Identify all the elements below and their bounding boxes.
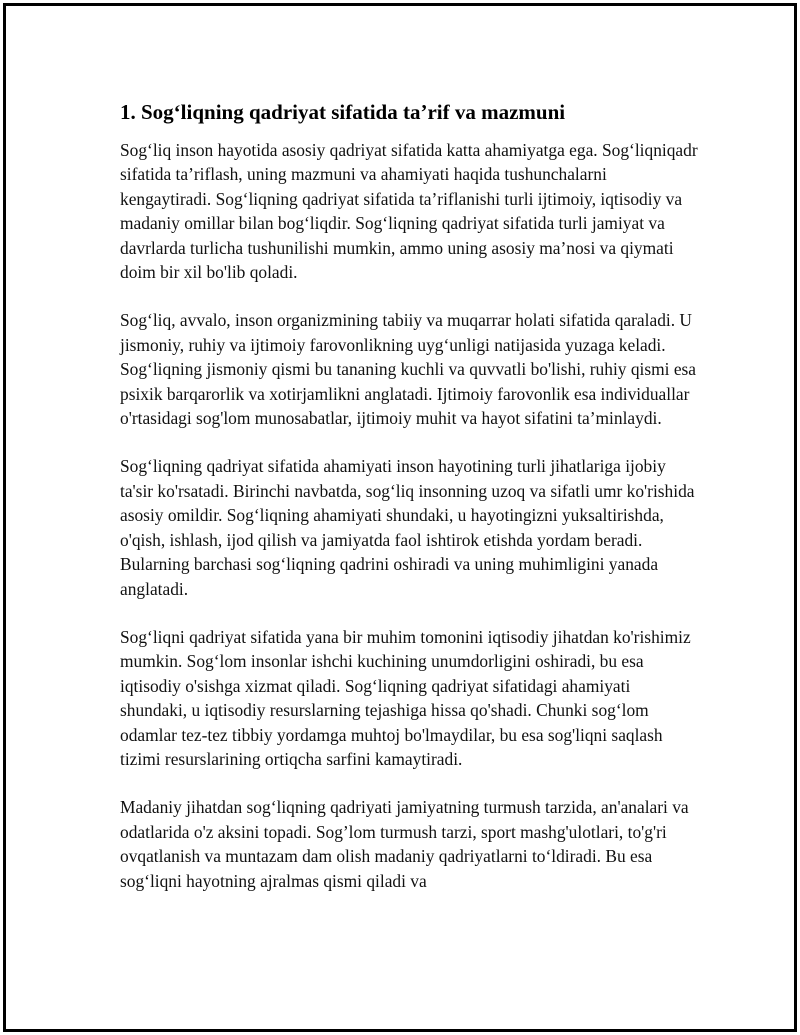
paragraph-3: Sog‘liqning qadriyat sifatida ahamiyati inson hayotining turli jihatlariga ijobiy ta'sir ko'rsatadi. Birinchi navbatda, sog‘liq insonning uzoq va sifatli umr ko'rishida asosiy omildir. Sog‘liqning ahamiyati shundaki, u hayotingizni yuksaltirishda, o'qish, ishlash, ijod qilish va jamiyatda faol ishtirok etishda yordam beradi. Bularning barchasi sog‘liqning qadrini oshiradi va uning muhimligini yanada anglatadi.	[120, 456, 695, 599]
page-border	[3, 3, 797, 1032]
paragraph-5: Madaniy jihatdan sog‘liqning qadriyati jamiyatning turmush tarzida, an'analari va odatlarida o'z aksini topadi. Sog’lom turmush tarzi, sport mashg'ulotlari, to'g'ri ovqatlanish va muntazam dam olish madaniy qadriyatlarni to‘ldiradi. Bu esa sog‘liqni hayotning ajralmas qismi qiladi va	[120, 797, 689, 891]
paragraph-1: Sog‘liq inson hayotida asosiy qadriyat sifatida katta ahamiyatga ega. Sog‘liqniqadr sifatida ta’riflash, uning mazmuni va ahamiyati haqida tushunchalarni kengaytiradi. Sog‘liqning qadriyat sifatida ta’riflanishi turli ijtimoiy, iqtisodiy va madaniy omillar bilan bog‘liqdir. Sog‘liqning qadriyat sifatida turli jamiyat va davrlarda turlicha tushunilishi mumkin, ammo uning asosiy ma’nosi va qiymati doim bir xil bo'lib qoladi.	[120, 140, 698, 283]
paragraph-2: Sog‘liq, avvalo, inson organizmining tabiiy va muqarrar holati sifatida qaraladi. U jismoniy, ruhiy va ijtimoiy farovonlikning uyg‘unligi natijasida yuzaga keladi. Sog‘liqning jismoniy qismi bu tananing kuchli va quvvatli bo'lishi, ruhiy qismi esa psixik barqarorlik va xotirjamlikni anglatadi. Ijtimoiy farovonlik esa individuallar o'rtasidagi sog'lom munosabatlar, ijtimoiy muhit va hayot sifatini ta’minlaydi.	[120, 310, 697, 429]
section-heading: 1. Sog‘liqning qadriyat sifatida ta’rif va mazmuni	[120, 100, 566, 124]
paragraph-4: Sog‘liqni qadriyat sifatida yana bir muhim tomonini iqtisodiy jihatdan ko'rishimiz mumkin. Sog‘lom insonlar ishchi kuchining unumdorligini oshiradi, bu esa iqtisodiy o'sishga xizmat qiladi. Sog‘liqning qadriyat sifatidagi ahamiyati shundaki, u iqtisodiy resurslarning tejashiga hissa qo'shadi. Chunki sog‘lom odamlar tez-tez tibbiy yordamga muhtoj bo'lmaydilar, bu esa sog'liqni saqlash tizimi resurslarining ortiqcha sarfini kamaytiradi.	[120, 626, 691, 769]
document-body	[120, 98, 700, 917]
